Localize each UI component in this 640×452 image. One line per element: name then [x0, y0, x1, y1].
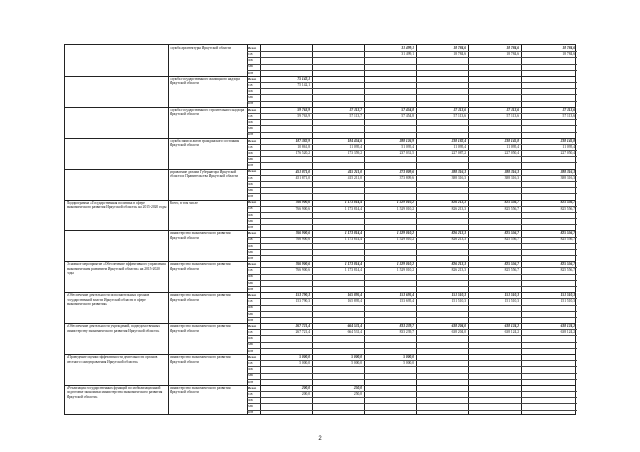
fund-source-label: Всего	[248, 138, 257, 143]
amount-cell: 415 211,0	[347, 175, 362, 180]
fund-source-label: Всего	[248, 76, 257, 81]
budget-table	[64, 44, 576, 415]
row-divider	[247, 249, 577, 250]
fund-source-label: МБ	[248, 404, 253, 409]
fund-source-label: ИИ	[248, 348, 253, 353]
amount-cell: 184 454,6	[347, 138, 362, 143]
amount-cell: 451 871,0	[295, 175, 310, 180]
fund-source-label: МБ	[248, 249, 253, 254]
responsible-executor: министерство экономического развития Иркутской области	[169, 293, 231, 302]
fund-source-label: Всего	[248, 323, 257, 328]
amount-cell: 825 556,7	[560, 268, 575, 273]
amount-cell: 57 113,7	[349, 107, 362, 112]
fund-source-label: ОБ	[248, 206, 253, 211]
amount-cell: 176 520,2	[295, 150, 310, 155]
fund-source-label: ИИ	[248, 286, 253, 291]
amount-cell: 388 316,3	[504, 169, 519, 174]
amount-cell: 826 213,3	[451, 268, 466, 273]
amount-cell: 1 529 010,2	[396, 200, 414, 205]
fund-source-label: ОБ	[248, 299, 253, 304]
amount-cell: 227 050,4	[504, 150, 519, 155]
amount-cell: 227 050,4	[560, 150, 575, 155]
amount-cell: 238 145,8	[504, 138, 519, 143]
amount-cell: 826 213,3	[451, 231, 466, 236]
amount-cell: 57 113,6	[506, 107, 519, 112]
amount-cell: 825 556,7	[560, 206, 575, 211]
amount-cell: 238 145,8	[560, 138, 575, 143]
amount-cell: 31 499,1	[401, 45, 414, 50]
amount-cell: 825 556,7	[504, 200, 519, 205]
row-divider	[247, 373, 577, 374]
amount-cell: 638 124,2	[504, 324, 519, 328]
amount-cell: 151 510,3	[504, 299, 519, 304]
row-divider	[247, 125, 577, 126]
amount-cell: 18 784,6	[453, 52, 466, 57]
fund-source-label: ФБ	[248, 212, 253, 217]
fund-source-label: ИИ	[248, 225, 253, 230]
amount-cell: 766 900,6	[295, 200, 310, 205]
amount-cell: 59 763,9	[297, 107, 310, 112]
responsible-executor: служба государственного строительного надзора Иркутской области	[169, 107, 245, 117]
amount-cell: 11 095,4	[562, 144, 575, 149]
fund-source-label: ФБ	[248, 336, 253, 341]
row-divider	[247, 366, 577, 367]
fund-source-label: МБ	[248, 373, 253, 378]
fund-source-label: Всего	[248, 231, 257, 236]
amount-cell: 826 213,3	[451, 200, 466, 205]
program-name: «Проведение оценки эффективности деятельности органов местного самоуправления Иркутской области»	[66, 355, 158, 364]
row-divider	[247, 88, 577, 89]
fund-source-label: ИИ	[248, 101, 253, 106]
fund-source-label: МБ	[248, 187, 253, 192]
row-divider	[247, 119, 577, 120]
row-divider	[247, 187, 577, 188]
amount-cell: 388 316,3	[504, 175, 519, 180]
fund-source-label: Всего	[248, 385, 257, 390]
amount-cell: 638 124,2	[560, 324, 575, 328]
fund-source-label: ИИ	[248, 163, 253, 168]
amount-cell: 18 784,6	[506, 52, 519, 57]
amount-cell: 451 871,0	[295, 169, 310, 174]
amount-cell: 57 454,8	[401, 107, 414, 112]
amount-cell: 825 556,7	[504, 206, 519, 211]
fund-source-label: ОБ	[248, 330, 253, 335]
amount-cell: 664 531,4	[347, 324, 362, 328]
row-divider	[247, 193, 577, 194]
amount-cell: 638 124,2	[504, 330, 519, 335]
responsible-executor: служба архитектуры Иркутской области	[169, 46, 232, 50]
amount-cell: 766 900,6	[295, 237, 310, 242]
amount-cell: 388 316,3	[560, 175, 575, 180]
responsible-executor: министерство экономического развития Иркутской области	[169, 355, 231, 364]
row-divider	[247, 317, 577, 318]
amount-cell: 57 113,6	[453, 107, 466, 112]
amount-cell: 826 213,3	[451, 237, 466, 242]
amount-cell: 1 529 010,2	[396, 262, 414, 267]
amount-cell: 826 213,3	[451, 262, 466, 267]
amount-cell: 151 510,3	[504, 293, 519, 298]
amount-cell: 238 182,4	[451, 138, 466, 143]
amount-cell: 267 721,4	[295, 330, 310, 335]
amount-cell: 267 721,4	[295, 324, 310, 328]
fund-source-label: ФБ	[248, 243, 253, 248]
amount-cell: 766 900,6	[295, 262, 310, 267]
fund-source-label: ИИ	[248, 379, 253, 384]
row-divider	[247, 348, 577, 349]
fund-source-label: ФБ	[248, 58, 253, 63]
fund-source-label: ОБ	[248, 391, 253, 396]
row-divider	[247, 410, 577, 411]
row-divider	[247, 335, 577, 336]
responsible-executor: министерство экономического развития Иркутской области	[169, 231, 231, 240]
row-divider	[247, 94, 577, 95]
amount-cell: 237 031,5	[399, 150, 414, 155]
fund-source-label: ОБ	[248, 237, 253, 242]
fund-source-label: МБ	[248, 218, 253, 223]
program-name: «Обеспечение деятельности учреждений, подведомственных министерству экономического развития Иркутской области»	[66, 324, 161, 333]
amount-cell: 825 556,7	[504, 231, 519, 236]
amount-cell: 227 087,2	[451, 150, 466, 155]
row-divider	[247, 64, 577, 65]
amount-cell: 10 861,8	[297, 144, 310, 149]
row-divider	[247, 274, 577, 275]
responsible-executor: управление делами Губернатора Иркутской области и Правительства Иркутской области	[169, 169, 239, 179]
fund-source-label: ИИ	[248, 255, 253, 260]
block-divider	[65, 76, 575, 77]
fund-source-label: ИИ	[248, 194, 253, 199]
amount-cell: 18 784,6	[562, 45, 575, 50]
responsible-executor: министерство экономического развития Иркутской области	[169, 262, 231, 271]
amount-cell: 151 510,3	[560, 293, 575, 298]
amount-cell: 5 000,0	[403, 361, 414, 366]
fund-source-label: ФБ	[248, 181, 253, 186]
row-divider	[247, 156, 577, 157]
amount-cell: 825 556,7	[560, 262, 575, 267]
fund-source-label: МБ	[248, 280, 253, 285]
amount-cell: 638 204,0	[451, 324, 466, 328]
amount-cell: 5 000,0	[351, 361, 362, 366]
fund-source-label: МБ	[248, 95, 253, 100]
row-divider	[247, 70, 577, 71]
fund-source-label: Всего	[248, 200, 257, 205]
program-name: Основное мероприятие «Обеспечение эффективного управления экономическим развитием Иркутской области» на 2015-2020 годы	[66, 262, 166, 276]
amount-cell: 18 784,6	[453, 45, 466, 50]
row-divider	[247, 255, 577, 256]
amount-cell: 766 900,6	[295, 231, 310, 236]
responsible-executor: министерство экономического развития Иркутской области	[169, 324, 231, 333]
amount-cell: 59 763,9	[297, 113, 310, 118]
amount-cell: 31 499,1	[401, 52, 414, 57]
row-divider	[247, 311, 577, 312]
row-divider	[247, 224, 577, 225]
fund-source-label: ОБ	[248, 144, 253, 149]
amount-cell: 153 790,3	[295, 299, 310, 304]
row-divider	[247, 132, 577, 133]
amount-cell: 57 454,8	[401, 113, 414, 118]
amount-cell: 200,0	[301, 391, 310, 396]
program-name: «Реализация государственных функций по мобилизационной подготовке экономики министерства экономического развития Иркутской области»	[66, 385, 163, 400]
fund-source-label: ФБ	[248, 398, 253, 403]
fund-source-label: ФБ	[248, 119, 253, 124]
amount-cell: 5 000,0	[299, 361, 310, 366]
amount-cell: 75 142,1	[297, 82, 310, 87]
amount-cell: 826 213,3	[451, 206, 466, 211]
amount-cell: 153 695,4	[399, 299, 414, 304]
amount-cell: 1 529 010,2	[396, 206, 414, 211]
amount-cell: 5 000,0	[351, 354, 362, 359]
amount-cell: 151 510,3	[451, 293, 466, 298]
program-name: Подпрограмма «Государственная политика в сфере экономического развития Иркутской области» на 2015-2020 годы	[66, 200, 167, 210]
responsible-executor: служба государственного жилищного надзора Иркутской области	[169, 76, 240, 86]
row-divider	[247, 57, 577, 58]
amount-cell: 165 895,4	[347, 299, 362, 304]
amount-cell: 1 173 814,4	[344, 200, 362, 205]
amount-cell: 825 556,7	[504, 268, 519, 273]
fund-source-label: ИИ	[248, 317, 253, 322]
amount-cell: 1 529 010,2	[396, 231, 414, 236]
amount-cell: 638 124,2	[560, 330, 575, 335]
amount-cell: 1 173 814,4	[344, 262, 362, 267]
amount-cell: 1 173 814,4	[344, 231, 362, 236]
row-divider	[247, 379, 577, 380]
amount-cell: 766 900,6	[295, 268, 310, 273]
amount-cell: 415 211,0	[347, 169, 362, 174]
fund-source-label: ФБ	[248, 274, 253, 279]
fund-source-label: Всего	[248, 293, 257, 297]
fund-source-label: МБ	[248, 311, 253, 316]
amount-cell: 153 790,3	[295, 293, 310, 298]
amount-cell: 388 316,3	[560, 169, 575, 174]
row-divider	[247, 101, 577, 102]
amount-cell: 825 556,7	[504, 262, 519, 267]
fund-source-label: ИИ	[248, 132, 253, 137]
amount-cell: 825 556,7	[560, 237, 575, 242]
row-divider	[247, 218, 577, 219]
amount-cell: 1 529 010,2	[396, 268, 414, 273]
row-divider	[247, 243, 577, 244]
row-divider	[247, 181, 577, 182]
amount-cell: 165 895,4	[347, 293, 362, 298]
fund-source-label: ОБ	[248, 360, 253, 365]
amount-cell: 11 095,4	[506, 144, 519, 149]
amount-cell: 57 113,6	[453, 113, 466, 118]
fund-source-label: ОБ	[248, 113, 253, 118]
row-divider	[247, 162, 577, 163]
amount-cell: 18 784,6	[506, 45, 519, 50]
amount-cell: 151 510,3	[560, 299, 575, 304]
amount-cell: 1 173 814,4	[344, 206, 362, 211]
fund-source-label: ФБ	[248, 150, 253, 155]
fund-source-label: ОБ	[248, 268, 253, 273]
amount-cell: 153 695,4	[399, 293, 414, 298]
amount-cell: 5 000,0	[299, 354, 310, 359]
row-divider	[247, 397, 577, 398]
amount-cell: 833 239,7	[399, 330, 414, 335]
amount-cell: 1 173 814,4	[344, 237, 362, 242]
amount-cell: 825 556,7	[560, 200, 575, 205]
responsible-executor: служба записи актов гражданского состояния Иркутской области	[169, 138, 240, 148]
amount-cell: 373 809,6	[399, 175, 414, 180]
amount-cell: 57 113,6	[506, 113, 519, 118]
fund-source-label: ФБ	[248, 367, 253, 372]
amount-cell: 1 173 814,4	[344, 268, 362, 273]
amount-cell: 173 359,2	[347, 150, 362, 155]
amount-cell: 5 000,0	[403, 354, 414, 359]
fund-source-label: ФБ	[248, 305, 253, 310]
amount-cell: 638 204,0	[451, 330, 466, 335]
fund-source-label: ОБ	[248, 82, 253, 87]
amount-cell: 250,0	[353, 385, 362, 390]
row-divider	[247, 286, 577, 287]
amount-cell: 57 113,7	[349, 113, 362, 118]
fund-source-label: Всего	[248, 354, 257, 359]
fund-source-label: ФБ	[248, 89, 253, 94]
fund-source-label: МБ	[248, 126, 253, 131]
amount-cell: 187 382,9	[295, 138, 310, 143]
row-divider	[247, 342, 577, 343]
row-divider	[247, 280, 577, 281]
amount-cell: 11 095,4	[349, 144, 362, 149]
amount-cell: 18 784,6	[562, 52, 575, 57]
amount-cell: 57 113,6	[562, 107, 575, 112]
fund-source-label: ОБ	[248, 51, 253, 56]
responsible-executor: Всего, в том числе	[169, 200, 198, 205]
amount-cell: 51 095,4	[401, 144, 414, 149]
row-divider	[247, 403, 577, 404]
fund-source-label: Всего	[248, 107, 257, 112]
fund-source-label: Всего	[248, 45, 257, 50]
fund-source-label: Всего	[248, 262, 257, 267]
amount-cell: 825 556,7	[560, 231, 575, 236]
amount-cell: 75 142,1	[297, 76, 310, 81]
fund-source-label: МБ	[248, 64, 253, 69]
amount-cell: 57 113,6	[562, 113, 575, 118]
amount-cell: 833 239,7	[399, 324, 414, 328]
responsible-executor: министерство экономического развития Иркутской области	[169, 385, 231, 395]
fund-source-label: ИИ	[248, 410, 253, 415]
amount-cell: 664 531,4	[347, 330, 362, 335]
fund-source-label: ИИ	[248, 70, 253, 75]
amount-cell: 766 900,6	[295, 206, 310, 211]
amount-cell: 1 529 010,2	[396, 237, 414, 242]
amount-cell: 151 510,3	[451, 299, 466, 304]
amount-cell: 825 556,7	[504, 237, 519, 242]
fund-source-label: ОБ	[248, 175, 253, 180]
amount-cell: 11 095,4	[453, 144, 466, 149]
fund-source-label: Всего	[248, 169, 257, 174]
page-number: 2	[318, 436, 322, 442]
amount-cell: 388 316,3	[451, 175, 466, 180]
fund-source-label: МБ	[248, 342, 253, 347]
amount-cell: 388 316,3	[451, 169, 466, 174]
row-divider	[247, 212, 577, 213]
amount-cell: 250,0	[353, 391, 362, 396]
row-divider	[247, 305, 577, 306]
amount-cell: 200,0	[301, 385, 310, 390]
fund-source-label: МБ	[248, 157, 253, 162]
amount-cell: 373 809,6	[399, 169, 414, 174]
program-name: «Обеспечение деятельности исполнительных органов государственной власти Иркутской области в сфере экономического развития»	[66, 293, 150, 307]
amount-cell: 288 126,9	[399, 138, 414, 143]
